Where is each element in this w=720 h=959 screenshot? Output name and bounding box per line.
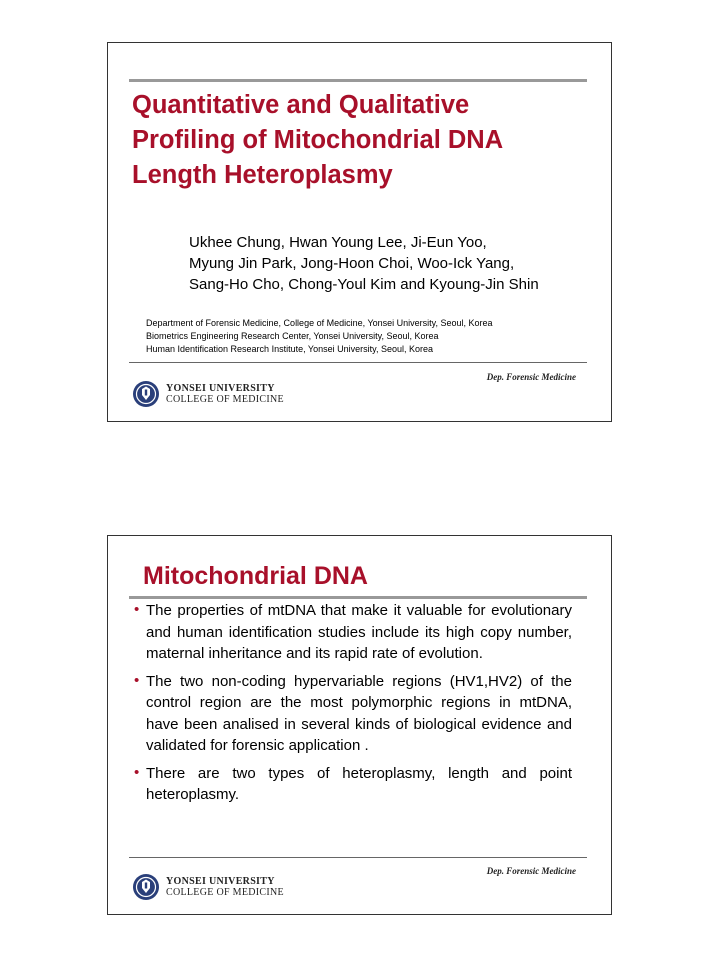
affiliation-list: [146, 317, 493, 356]
content-slide: [107, 535, 612, 915]
affiliation-line: Biometrics Engineering Research Center, Yonsei University, Seoul, Korea: [146, 331, 439, 341]
bullet-item: • The two non-coding hypervariable regions (HV1,HV2) of the control region are the most polymorphic regions in mtDNA, have been analised in several kinds of biological evidence and validated for forensic application .: [134, 671, 572, 754]
bullet-dot-icon: •: [134, 763, 140, 781]
bullet-dot-icon: •: [134, 671, 140, 689]
title-slide: [107, 42, 612, 422]
university-seal-icon: [132, 873, 160, 901]
slide-title: Mitochondrial DNA: [143, 562, 368, 590]
footer-rule: [129, 857, 587, 858]
bullet-item: • There are two types of heteroplasmy, length and point heteroplasmy.: [134, 763, 572, 803]
top-rule: [129, 596, 587, 599]
affiliation-line: Human Identification Research Institute, Yonsei University, Seoul, Korea: [146, 344, 433, 354]
author-line: Ukhee Chung, Hwan Young Lee, Ji-Eun Yoo,: [189, 234, 487, 251]
affiliation-line: Department of Forensic Medicine, College of Medicine, Yonsei University, Seoul, Korea: [146, 318, 493, 328]
bullet-item: • The properties of mtDNA that make it valuable for evolutionary and human identification studies include its high copy number, maternal inheritance and its rapid rate of evolution.: [134, 601, 572, 662]
university-logo: YONSEI UNIVERSITY COLLEGE OF MEDICINE: [132, 380, 284, 408]
author-line: Myung Jin Park, Jong-Hoon Choi, Woo-Ick Yang,: [189, 255, 515, 272]
footer-rule: [129, 362, 587, 363]
top-rule: [129, 79, 587, 82]
department-label: Dep. Forensic Medicine: [486, 866, 576, 876]
department-label: Dep. Forensic Medicine: [486, 372, 576, 382]
bullet-dot-icon: •: [134, 601, 140, 618]
university-seal-icon: [132, 380, 160, 408]
author-line: Sang-Ho Cho, Chong-Youl Kim and Kyoung-Jin Shin: [189, 276, 539, 293]
author-list: [189, 232, 539, 295]
university-logo: YONSEI UNIVERSITY COLLEGE OF MEDICINE: [132, 873, 284, 901]
bullet-list: [136, 600, 572, 812]
slide-title: Quantitative and Qualitative Profiling of Mitochondrial DNA Length Heteroplasmy: [132, 91, 504, 189]
